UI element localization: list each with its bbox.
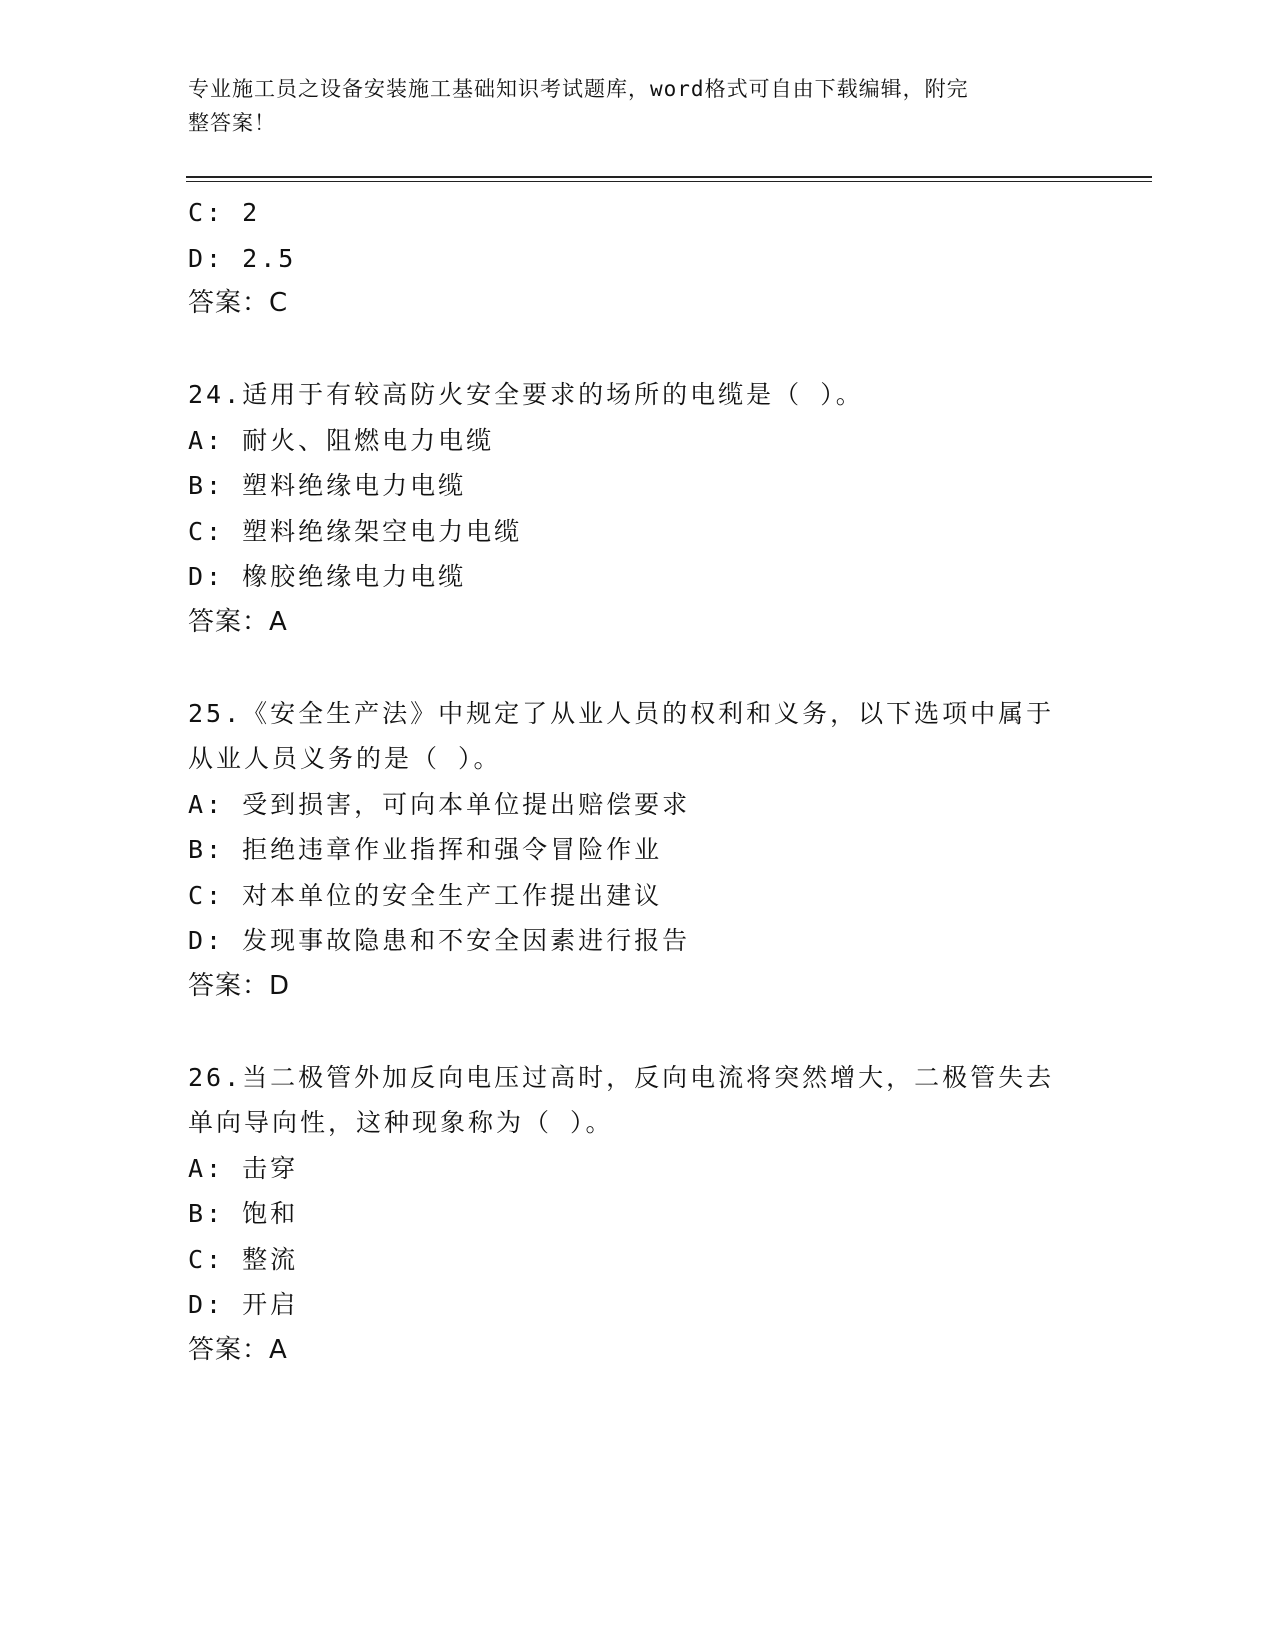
option-a: A: 受到损害，可向本单位提出赔偿要求 — [188, 789, 691, 819]
answer-line: 答案：C — [188, 288, 289, 318]
document-header — [188, 72, 1068, 140]
answer-line: 答案：A — [188, 606, 288, 637]
option-a: A: 击穿 — [188, 1153, 299, 1183]
header-line-1: 专业施工员之设备安装施工基础知识考试题库，word格式可自由下载编辑，附完 — [188, 77, 969, 101]
answer-line: 答案：A — [188, 1334, 288, 1365]
option-c: C: 对本单位的安全生产工作提出建议 — [188, 880, 663, 910]
option-c: C: 塑料绝缘架空电力电缆 — [188, 516, 523, 546]
question-text-cont: 从业人员义务的是（ ）。 — [188, 744, 502, 773]
question-text-cont: 单向导向性，这种现象称为（ ）。 — [188, 1108, 614, 1137]
option-b: B: 拒绝违章作业指挥和强令冒险作业 — [188, 835, 663, 864]
question-text: 25.《安全生产法》中规定了从业人员的权利和义务，以下选项中属于 — [188, 698, 1055, 728]
document-body — [188, 190, 1088, 1373]
option-b: B: 塑料绝缘电力电缆 — [188, 471, 467, 500]
option-b: B: 饱和 — [188, 1199, 299, 1228]
header-rule-top — [186, 176, 1152, 178]
option-d: D: 开启 — [188, 1290, 299, 1319]
question-text: 24.适用于有较高防火安全要求的场所的电缆是（ ）。 — [188, 380, 864, 409]
option-d: D: 发现事故隐患和不安全因素进行报告 — [188, 926, 691, 955]
header-line-2: 整答案！ — [188, 111, 276, 135]
header-rule-bottom — [186, 181, 1152, 182]
option-a: A: 耐火、阻燃电力电缆 — [188, 425, 495, 455]
answer-line: 答案：D — [188, 970, 291, 1001]
previous-question-tail — [188, 190, 1088, 327]
option-d: D: 2.5 — [188, 243, 297, 273]
question-text: 26.当二极管外加反向电压过高时，反向电流将突然增大，二极管失去 — [188, 1062, 1055, 1092]
option-d: D: 橡胶绝缘电力电缆 — [188, 562, 467, 591]
option-c: C: 2 — [188, 198, 261, 227]
question-24 — [188, 372, 1088, 645]
question-25 — [188, 691, 1088, 1010]
question-26 — [188, 1055, 1088, 1374]
option-c: C: 整流 — [188, 1244, 299, 1274]
